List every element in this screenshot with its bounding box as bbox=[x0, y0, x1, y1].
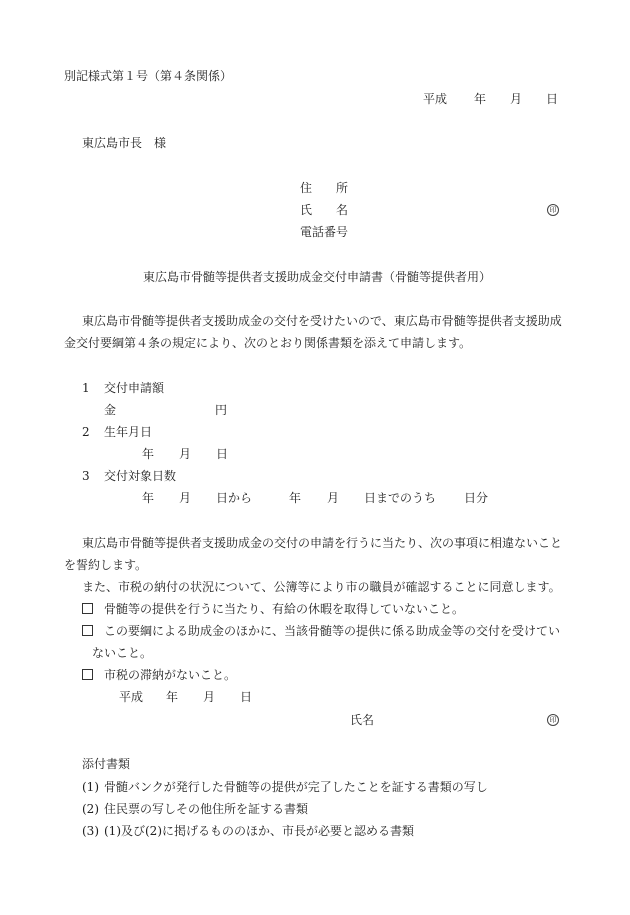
check-text: この要綱による助成金のほかに、当該骨髄等の提供に係る助成金等の交付を受けてい bbox=[104, 624, 561, 638]
intro-line-1: 東広島市骨髄等提供者支援助成金の交付を受けたいので、東広島市骨髄等提供者支援助成 bbox=[82, 314, 562, 328]
attachment-text: 骨髄バンクが発行した骨髄等の提供が完了したことを証する書類の写し bbox=[104, 780, 488, 794]
attachment-text: (1)及び(2)に掲げるもののほか、市長が必要と認める書類 bbox=[104, 824, 414, 838]
attachment-text: 住民票の写しその他住所を証する書類 bbox=[104, 802, 309, 816]
item-number: 3 bbox=[82, 469, 90, 483]
period-until: 日までのうち bbox=[364, 491, 437, 505]
birth-year: 年 bbox=[142, 447, 155, 461]
amount-prefix: 金 bbox=[104, 403, 117, 417]
attachment-number: (1) bbox=[82, 780, 99, 794]
date-month: 月 bbox=[203, 690, 216, 704]
date-era: 平成 bbox=[423, 92, 448, 106]
date-month: 月 bbox=[510, 92, 523, 106]
period-year-1: 年 bbox=[142, 491, 155, 505]
item-label: 交付対象日数 bbox=[104, 469, 177, 483]
date-year: 年 bbox=[166, 690, 179, 704]
period-from: 日から bbox=[216, 491, 253, 505]
attachments-heading: 添付書類 bbox=[82, 757, 131, 771]
date-year: 年 bbox=[474, 92, 487, 106]
name-label: 氏 名 bbox=[300, 203, 349, 217]
seal-mark: 印 bbox=[547, 204, 559, 216]
date-day: 日 bbox=[240, 690, 253, 704]
checkbox[interactable] bbox=[82, 668, 93, 682]
item-number: 2 bbox=[82, 425, 90, 439]
address-label: 住 所 bbox=[300, 181, 349, 195]
checkbox[interactable] bbox=[82, 624, 93, 638]
period-year-2: 年 bbox=[289, 491, 302, 505]
period-month-1: 月 bbox=[179, 491, 192, 505]
pledge-line-2: を誓約します。 bbox=[64, 558, 148, 572]
date-era: 平成 bbox=[119, 690, 144, 704]
date-day: 日 bbox=[546, 92, 559, 106]
checkbox[interactable] bbox=[82, 602, 93, 616]
birth-day: 日 bbox=[216, 447, 229, 461]
phone-label: 電話番号 bbox=[300, 225, 349, 239]
item-number: 1 bbox=[82, 381, 90, 395]
item-label: 交付申請額 bbox=[104, 381, 165, 395]
pledge-line-1: 東広島市骨髄等提供者支援助成金の交付の申請を行うに当たり、次の事項に相違ないこと bbox=[82, 536, 563, 550]
signature-name-label: 氏名 bbox=[350, 713, 375, 727]
amount-unit: 円 bbox=[215, 403, 228, 417]
item-label: 生年月日 bbox=[104, 425, 153, 439]
attachment-number: (2) bbox=[82, 802, 99, 816]
check-text-cont: ないこと。 bbox=[92, 646, 153, 660]
addressee: 東広島市長 様 bbox=[82, 136, 167, 150]
document-title: 東広島市骨髄等提供者支援助成金交付申請書（骨髄等提供者用） bbox=[143, 270, 492, 284]
check-text: 市税の滞納がないこと。 bbox=[104, 668, 237, 682]
period-month-2: 月 bbox=[327, 491, 340, 505]
check-text: 骨髄等の提供を行うに当たり、有給の休暇を取得していないこと。 bbox=[104, 602, 465, 616]
birth-month: 月 bbox=[179, 447, 192, 461]
attachment-number: (3) bbox=[82, 824, 99, 838]
pledge-line-3: また、市税の納付の状況について、公簿等により市の職員が確認することに同意します。 bbox=[82, 580, 561, 594]
period-days: 日分 bbox=[464, 491, 489, 505]
signature-seal-mark: 印 bbox=[547, 714, 559, 726]
form-label: 別記様式第１号（第４条関係） bbox=[64, 69, 233, 83]
intro-line-2: 金交付要綱第４条の規定により、次のとおり関係書類を添えて申請します。 bbox=[64, 336, 472, 350]
